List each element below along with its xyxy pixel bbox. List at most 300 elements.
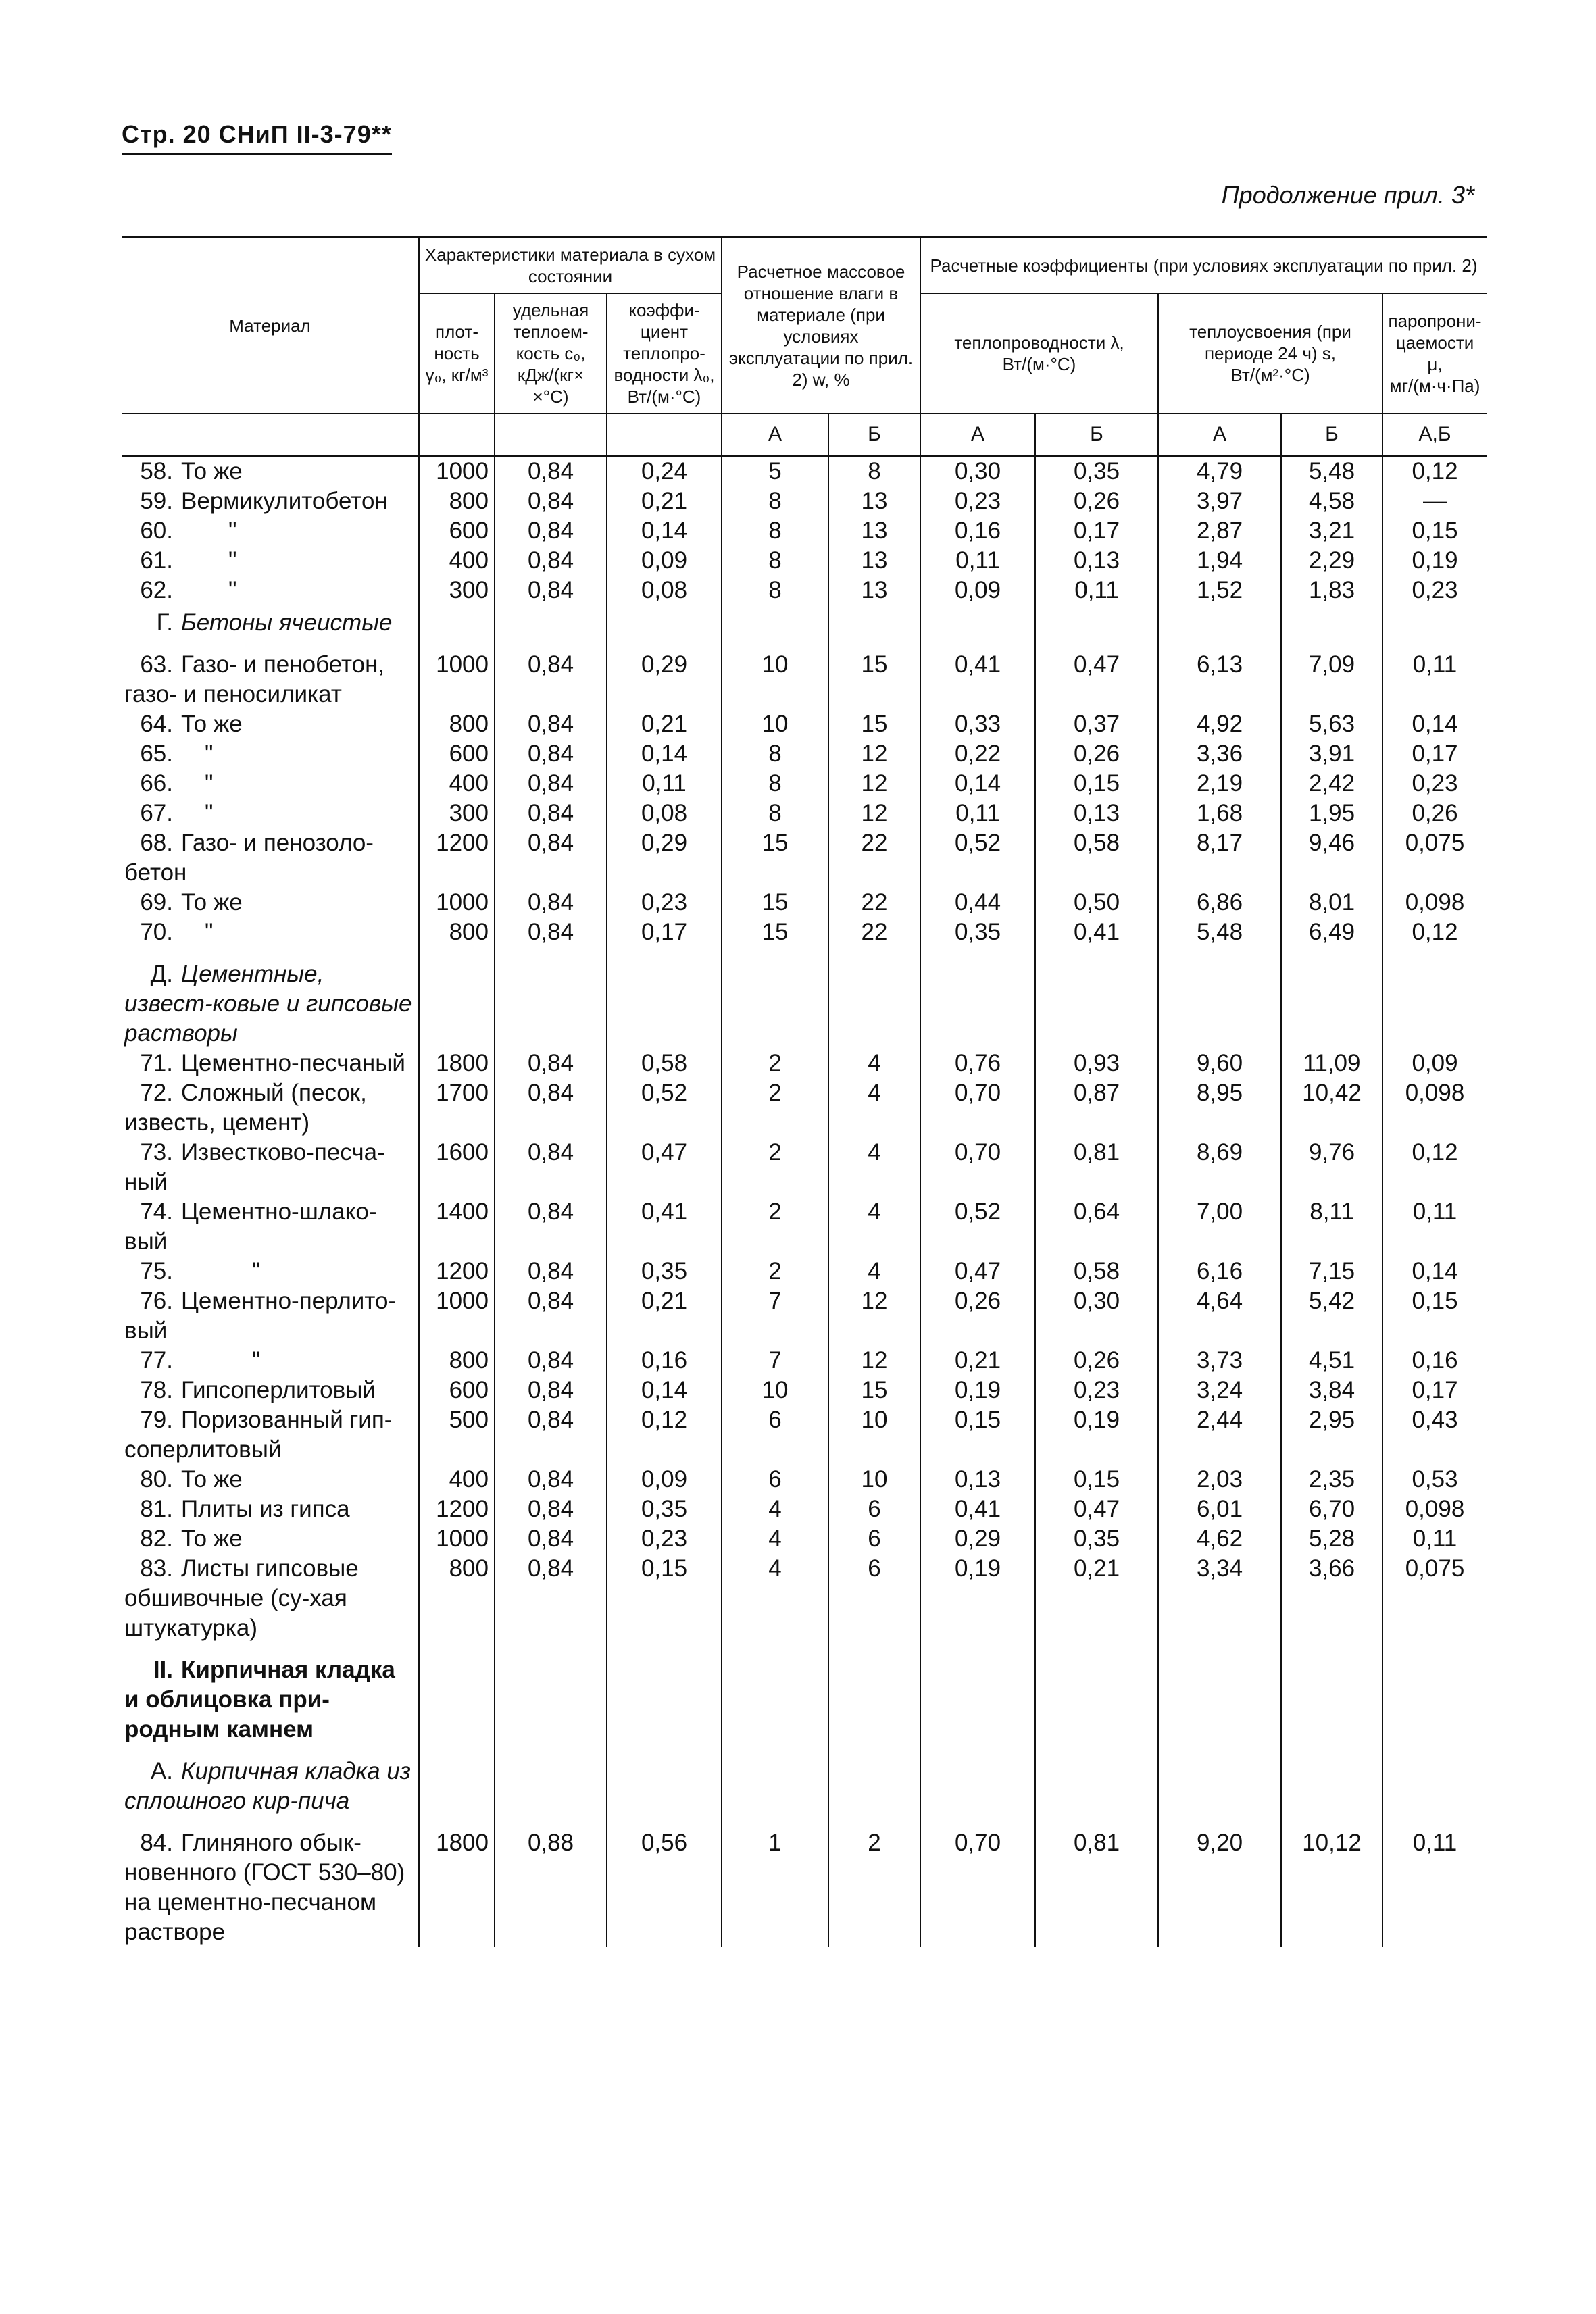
heat-capacity-cell: 0,84 xyxy=(495,456,607,487)
conductivity-b-cell: 0,26 xyxy=(1035,1346,1158,1376)
row-number: 71. xyxy=(140,1050,173,1076)
absorption-b-cell: 8,11 xyxy=(1281,1197,1382,1257)
moisture-a-cell: 10 xyxy=(722,709,828,739)
conductivity-b-cell: 0,17 xyxy=(1035,516,1158,546)
conductivity-dry-cell xyxy=(607,605,722,638)
conductivity-b-cell: 0,64 xyxy=(1035,1197,1158,1257)
conductivity-a-cell: 0,76 xyxy=(920,1049,1035,1078)
absorption-b-cell: 3,91 xyxy=(1281,739,1382,769)
material-cell xyxy=(122,1465,419,1494)
density-cell: 1600 xyxy=(419,1138,495,1197)
table-row xyxy=(122,1138,1487,1197)
row-number: 79. xyxy=(140,1407,173,1433)
conductivity-b-cell: 0,35 xyxy=(1035,456,1158,487)
material-cell xyxy=(122,1744,419,1816)
row-number: 84. xyxy=(140,1830,173,1856)
conductivity-dry-cell: 0,14 xyxy=(607,739,722,769)
conductivity-b-cell xyxy=(1035,1744,1158,1816)
moisture-b-cell: 4 xyxy=(828,1197,920,1257)
conductivity-dry-cell: 0,21 xyxy=(607,1286,722,1346)
table-row xyxy=(122,1465,1487,1494)
material-name: Поризованный гип-соперлитовый xyxy=(124,1407,393,1463)
moisture-b-cell xyxy=(828,947,920,1049)
row-number: 58. xyxy=(140,458,173,484)
absorption-b-cell: 10,12 xyxy=(1281,1816,1382,1947)
header-moisture-a: А xyxy=(722,413,828,456)
table-row xyxy=(122,1286,1487,1346)
section-row xyxy=(122,947,1487,1049)
conductivity-a-cell: 0,30 xyxy=(920,456,1035,487)
header-blank xyxy=(607,413,722,456)
conductivity-dry-cell: 0,35 xyxy=(607,1257,722,1286)
material-name: Цементно-шлако-вый xyxy=(124,1199,377,1255)
material-name: То же xyxy=(181,889,243,915)
absorption-a-cell: 3,34 xyxy=(1158,1554,1281,1643)
conductivity-a-cell: 0,70 xyxy=(920,1078,1035,1138)
vapour-cell: 0,075 xyxy=(1382,1554,1487,1643)
conductivity-a-cell: 0,22 xyxy=(920,739,1035,769)
vapour-cell: 0,15 xyxy=(1382,1286,1487,1346)
heat-capacity-cell: 0,84 xyxy=(495,1554,607,1643)
row-number: 69. xyxy=(140,889,173,915)
absorption-a-cell: 4,79 xyxy=(1158,456,1281,487)
moisture-a-cell: 8 xyxy=(722,799,828,828)
table-row xyxy=(122,917,1487,947)
material-name: Кирпичная кладка и облицовка при-родным камнем xyxy=(124,1657,395,1742)
absorption-b-cell: 4,51 xyxy=(1281,1346,1382,1376)
absorption-b-cell: 5,63 xyxy=(1281,709,1382,739)
material-name: Цементные, извест-ковые и гипсовые растворы xyxy=(124,961,412,1047)
vapour-cell: 0,11 xyxy=(1382,1524,1487,1554)
density-cell: 600 xyxy=(419,516,495,546)
density-cell: 800 xyxy=(419,917,495,947)
table-row xyxy=(122,486,1487,516)
conductivity-dry-cell: 0,17 xyxy=(607,917,722,947)
section-row xyxy=(122,605,1487,638)
table-row xyxy=(122,769,1487,799)
heat-capacity-cell: 0,84 xyxy=(495,709,607,739)
table-row xyxy=(122,1554,1487,1643)
density-cell: 400 xyxy=(419,769,495,799)
vapour-cell: 0,43 xyxy=(1382,1405,1487,1465)
conductivity-b-cell: 0,13 xyxy=(1035,799,1158,828)
vapour-cell: 0,17 xyxy=(1382,1376,1487,1405)
moisture-b-cell: 6 xyxy=(828,1524,920,1554)
heat-capacity-cell: 0,84 xyxy=(495,739,607,769)
row-number: 78. xyxy=(140,1377,173,1403)
conductivity-b-cell: 0,81 xyxy=(1035,1138,1158,1197)
conductivity-dry-cell: 0,35 xyxy=(607,1494,722,1524)
heat-capacity-cell: 0,84 xyxy=(495,1405,607,1465)
heat-capacity-cell: 0,88 xyxy=(495,1816,607,1947)
conductivity-a-cell xyxy=(920,605,1035,638)
material-cell xyxy=(122,1524,419,1554)
material-name: Листы гипсовые обшивочные (су-хая штукатурка) xyxy=(124,1555,359,1641)
absorption-a-cell: 8,17 xyxy=(1158,828,1281,888)
conductivity-dry-cell: 0,12 xyxy=(607,1405,722,1465)
absorption-a-cell: 9,60 xyxy=(1158,1049,1281,1078)
moisture-a-cell: 2 xyxy=(722,1138,828,1197)
absorption-b-cell: 8,01 xyxy=(1281,888,1382,917)
header-conductivity-b: Б xyxy=(1035,413,1158,456)
conductivity-dry-cell: 0,58 xyxy=(607,1049,722,1078)
moisture-b-cell: 13 xyxy=(828,546,920,576)
material-cell xyxy=(122,1286,419,1346)
absorption-a-cell: 1,94 xyxy=(1158,546,1281,576)
conductivity-b-cell: 0,81 xyxy=(1035,1816,1158,1947)
conductivity-a-cell: 0,26 xyxy=(920,1286,1035,1346)
moisture-b-cell: 4 xyxy=(828,1078,920,1138)
absorption-a-cell: 1,68 xyxy=(1158,799,1281,828)
density-cell: 1800 xyxy=(419,1816,495,1947)
heat-capacity-cell: 0,84 xyxy=(495,1524,607,1554)
conductivity-dry-cell: 0,21 xyxy=(607,486,722,516)
heat-capacity-cell: 0,84 xyxy=(495,1376,607,1405)
heat-capacity-cell: 0,84 xyxy=(495,1494,607,1524)
conductivity-b-cell: 0,30 xyxy=(1035,1286,1158,1346)
material-cell xyxy=(122,1346,419,1376)
absorption-b-cell: 2,35 xyxy=(1281,1465,1382,1494)
moisture-a-cell: 8 xyxy=(722,486,828,516)
conductivity-dry-cell: 0,11 xyxy=(607,769,722,799)
row-number: 64. xyxy=(140,711,173,737)
material-cell xyxy=(122,605,419,638)
table-row xyxy=(122,1049,1487,1078)
conductivity-b-cell: 0,41 xyxy=(1035,917,1158,947)
density-cell xyxy=(419,947,495,1049)
conductivity-a-cell: 0,44 xyxy=(920,888,1035,917)
moisture-b-cell: 10 xyxy=(828,1405,920,1465)
moisture-a-cell: 7 xyxy=(722,1286,828,1346)
row-number: 65. xyxy=(140,740,173,767)
material-cell xyxy=(122,1078,419,1138)
density-cell: 1000 xyxy=(419,1286,495,1346)
table-row xyxy=(122,709,1487,739)
absorption-b-cell xyxy=(1281,1643,1382,1744)
material-name: " xyxy=(181,518,237,544)
absorption-b-cell: 6,49 xyxy=(1281,917,1382,947)
vapour-cell: 0,53 xyxy=(1382,1465,1487,1494)
continuation-caption: Продолжение прил. 3* xyxy=(1221,181,1474,209)
conductivity-b-cell: 0,26 xyxy=(1035,486,1158,516)
vapour-cell: 0,12 xyxy=(1382,917,1487,947)
table-header xyxy=(122,238,1487,456)
heat-capacity-cell: 0,84 xyxy=(495,638,607,709)
conductivity-dry-cell: 0,14 xyxy=(607,516,722,546)
density-cell xyxy=(419,1643,495,1744)
density-cell: 1200 xyxy=(419,828,495,888)
moisture-b-cell: 6 xyxy=(828,1554,920,1643)
moisture-a-cell: 1 xyxy=(722,1816,828,1947)
absorption-a-cell: 4,64 xyxy=(1158,1286,1281,1346)
heat-capacity-cell: 0,84 xyxy=(495,486,607,516)
conductivity-a-cell: 0,70 xyxy=(920,1816,1035,1947)
conductivity-b-cell xyxy=(1035,1643,1158,1744)
material-name: " xyxy=(181,919,214,945)
material-cell xyxy=(122,1494,419,1524)
conductivity-a-cell: 0,16 xyxy=(920,516,1035,546)
conductivity-dry-cell: 0,24 xyxy=(607,456,722,487)
table-row xyxy=(122,739,1487,769)
moisture-a-cell: 10 xyxy=(722,1376,828,1405)
heat-capacity-cell: 0,84 xyxy=(495,1286,607,1346)
absorption-b-cell: 7,09 xyxy=(1281,638,1382,709)
header-blank xyxy=(419,413,495,456)
conductivity-a-cell: 0,52 xyxy=(920,1197,1035,1257)
header-moisture-b: Б xyxy=(828,413,920,456)
material-name: Сложный (песок, известь, цемент) xyxy=(124,1080,367,1136)
heat-capacity-cell: 0,84 xyxy=(495,917,607,947)
heat-capacity-cell: 0,84 xyxy=(495,1078,607,1138)
density-cell: 1000 xyxy=(419,1524,495,1554)
row-number: 68. xyxy=(140,830,173,856)
conductivity-a-cell: 0,41 xyxy=(920,638,1035,709)
moisture-a-cell: 7 xyxy=(722,1346,828,1376)
row-number: Г. xyxy=(156,609,173,636)
material-name: Цементно-песчаный xyxy=(181,1050,405,1076)
conductivity-a-cell: 0,29 xyxy=(920,1524,1035,1554)
absorption-a-cell: 3,73 xyxy=(1158,1346,1281,1376)
density-cell: 1000 xyxy=(419,638,495,709)
material-cell xyxy=(122,546,419,576)
heat-capacity-cell: 0,84 xyxy=(495,1138,607,1197)
material-cell xyxy=(122,769,419,799)
absorption-a-cell: 7,00 xyxy=(1158,1197,1281,1257)
row-number: 80. xyxy=(140,1466,173,1492)
absorption-b-cell: 11,09 xyxy=(1281,1049,1382,1078)
conductivity-a-cell: 0,19 xyxy=(920,1376,1035,1405)
density-cell: 800 xyxy=(419,486,495,516)
table-row xyxy=(122,1346,1487,1376)
moisture-b-cell: 13 xyxy=(828,486,920,516)
table-row xyxy=(122,1494,1487,1524)
material-name: Цементно-перлито-вый xyxy=(124,1288,397,1344)
absorption-a-cell: 6,01 xyxy=(1158,1494,1281,1524)
conductivity-a-cell: 0,70 xyxy=(920,1138,1035,1197)
absorption-b-cell: 3,21 xyxy=(1281,516,1382,546)
material-name: " xyxy=(181,740,214,767)
material-name: Газо- и пенобетон, газо- и пеносиликат xyxy=(124,651,385,707)
moisture-a-cell: 8 xyxy=(722,769,828,799)
material-name: " xyxy=(181,800,214,826)
material-cell xyxy=(122,917,419,947)
moisture-a-cell: 2 xyxy=(722,1049,828,1078)
moisture-b-cell: 8 xyxy=(828,456,920,487)
density-cell: 600 xyxy=(419,739,495,769)
row-number: II. xyxy=(153,1657,173,1683)
material-cell xyxy=(122,1405,419,1465)
material-cell xyxy=(122,1138,419,1197)
row-number: 61. xyxy=(140,547,173,574)
row-number: 66. xyxy=(140,770,173,797)
conductivity-a-cell: 0,19 xyxy=(920,1554,1035,1643)
header-coeffs-group: Расчетные коэффициенты (при условиях эксплуатации по прил. 2) xyxy=(920,238,1487,294)
conductivity-b-cell: 0,15 xyxy=(1035,769,1158,799)
conductivity-b-cell: 0,19 xyxy=(1035,1405,1158,1465)
vapour-cell: 0,09 xyxy=(1382,1049,1487,1078)
heat-capacity-cell: 0,84 xyxy=(495,1197,607,1257)
moisture-a-cell: 2 xyxy=(722,1197,828,1257)
absorption-b-cell: 7,15 xyxy=(1281,1257,1382,1286)
moisture-b-cell: 12 xyxy=(828,799,920,828)
moisture-b-cell xyxy=(828,605,920,638)
vapour-cell: 0,098 xyxy=(1382,888,1487,917)
moisture-a-cell: 15 xyxy=(722,917,828,947)
material-name: " xyxy=(181,577,237,603)
row-number: 60. xyxy=(140,518,173,544)
absorption-a-cell: 5,48 xyxy=(1158,917,1281,947)
heat-capacity-cell xyxy=(495,1643,607,1744)
material-name: " xyxy=(181,547,237,574)
conductivity-dry-cell: 0,15 xyxy=(607,1554,722,1643)
row-number: 72. xyxy=(140,1080,173,1106)
conductivity-b-cell: 0,58 xyxy=(1035,1257,1158,1286)
moisture-a-cell xyxy=(722,605,828,638)
header-blank xyxy=(122,413,419,456)
vapour-cell: — xyxy=(1382,486,1487,516)
row-number: 59. xyxy=(140,488,173,514)
absorption-a-cell: 3,36 xyxy=(1158,739,1281,769)
vapour-cell: 0,23 xyxy=(1382,769,1487,799)
header-dry-group: Характеристики материала в сухом состоянии xyxy=(419,238,722,294)
vapour-cell: 0,23 xyxy=(1382,576,1487,605)
vapour-cell xyxy=(1382,1744,1487,1816)
absorption-a-cell: 4,62 xyxy=(1158,1524,1281,1554)
conductivity-a-cell: 0,47 xyxy=(920,1257,1035,1286)
moisture-a-cell: 10 xyxy=(722,638,828,709)
material-name: Плиты из гипса xyxy=(181,1496,350,1522)
vapour-cell: 0,11 xyxy=(1382,638,1487,709)
heat-capacity-cell: 0,84 xyxy=(495,1465,607,1494)
vapour-cell: 0,11 xyxy=(1382,1197,1487,1257)
conductivity-b-cell xyxy=(1035,947,1158,1049)
material-cell xyxy=(122,638,419,709)
conductivity-b-cell: 0,21 xyxy=(1035,1554,1158,1643)
absorption-a-cell: 1,52 xyxy=(1158,576,1281,605)
table-row xyxy=(122,456,1487,487)
material-cell xyxy=(122,888,419,917)
conductivity-dry-cell: 0,56 xyxy=(607,1816,722,1947)
moisture-a-cell: 4 xyxy=(722,1554,828,1643)
vapour-cell: 0,15 xyxy=(1382,516,1487,546)
conductivity-dry-cell: 0,16 xyxy=(607,1346,722,1376)
heat-capacity-cell: 0,84 xyxy=(495,576,607,605)
absorption-a-cell: 8,95 xyxy=(1158,1078,1281,1138)
conductivity-dry-cell: 0,52 xyxy=(607,1078,722,1138)
row-number: 74. xyxy=(140,1199,173,1225)
material-cell xyxy=(122,486,419,516)
moisture-a-cell: 8 xyxy=(722,739,828,769)
conductivity-dry-cell: 0,08 xyxy=(607,799,722,828)
material-name: То же xyxy=(181,1526,243,1552)
conductivity-dry-cell: 0,23 xyxy=(607,888,722,917)
conductivity-dry-cell: 0,23 xyxy=(607,1524,722,1554)
moisture-a-cell: 2 xyxy=(722,1078,828,1138)
absorption-b-cell: 1,83 xyxy=(1281,576,1382,605)
material-name: Вермикулитобетон xyxy=(181,488,388,514)
moisture-b-cell: 12 xyxy=(828,1346,920,1376)
heat-capacity-cell: 0,84 xyxy=(495,546,607,576)
absorption-b-cell: 6,70 xyxy=(1281,1494,1382,1524)
absorption-b-cell: 5,48 xyxy=(1281,456,1382,487)
table-row xyxy=(122,1257,1487,1286)
header-conductivity: теплопроводности λ, Вт/(м·°С) xyxy=(920,293,1158,413)
material-cell xyxy=(122,1257,419,1286)
header-vapour-ab: А,Б xyxy=(1382,413,1487,456)
table-row xyxy=(122,576,1487,605)
moisture-b-cell: 13 xyxy=(828,516,920,546)
table-row xyxy=(122,888,1487,917)
conductivity-b-cell: 0,47 xyxy=(1035,1494,1158,1524)
density-cell: 600 xyxy=(419,1376,495,1405)
table-row xyxy=(122,828,1487,888)
vapour-cell: 0,14 xyxy=(1382,709,1487,739)
moisture-b-cell: 15 xyxy=(828,709,920,739)
conductivity-dry-cell: 0,47 xyxy=(607,1138,722,1197)
moisture-b-cell: 15 xyxy=(828,1376,920,1405)
moisture-a-cell: 6 xyxy=(722,1405,828,1465)
vapour-cell: 0,16 xyxy=(1382,1346,1487,1376)
conductivity-b-cell: 0,15 xyxy=(1035,1465,1158,1494)
conductivity-a-cell: 0,11 xyxy=(920,799,1035,828)
conductivity-a-cell: 0,23 xyxy=(920,486,1035,516)
density-cell xyxy=(419,605,495,638)
absorption-b-cell: 9,46 xyxy=(1281,828,1382,888)
absorption-b-cell: 3,84 xyxy=(1281,1376,1382,1405)
conductivity-dry-cell xyxy=(607,1744,722,1816)
conductivity-a-cell: 0,35 xyxy=(920,917,1035,947)
absorption-a-cell: 6,86 xyxy=(1158,888,1281,917)
absorption-b-cell xyxy=(1281,1744,1382,1816)
table-row xyxy=(122,799,1487,828)
table-row xyxy=(122,1376,1487,1405)
vapour-cell xyxy=(1382,947,1487,1049)
absorption-b-cell: 9,76 xyxy=(1281,1138,1382,1197)
moisture-b-cell: 13 xyxy=(828,576,920,605)
materials-table xyxy=(122,236,1487,1947)
header-density: плот-ность γ₀, кг/м³ xyxy=(419,293,495,413)
vapour-cell xyxy=(1382,1643,1487,1744)
conductivity-dry-cell: 0,29 xyxy=(607,828,722,888)
density-cell: 500 xyxy=(419,1405,495,1465)
conductivity-b-cell: 0,47 xyxy=(1035,638,1158,709)
vapour-cell: 0,098 xyxy=(1382,1494,1487,1524)
absorption-a-cell: 3,97 xyxy=(1158,486,1281,516)
moisture-a-cell xyxy=(722,1643,828,1744)
heat-capacity-cell: 0,84 xyxy=(495,769,607,799)
table-row xyxy=(122,1197,1487,1257)
row-number: 73. xyxy=(140,1139,173,1165)
absorption-a-cell: 6,16 xyxy=(1158,1257,1281,1286)
absorption-a-cell xyxy=(1158,1643,1281,1744)
conductivity-b-cell: 0,87 xyxy=(1035,1078,1158,1138)
moisture-a-cell: 8 xyxy=(722,516,828,546)
table-row xyxy=(122,1524,1487,1554)
absorption-b-cell: 4,58 xyxy=(1281,486,1382,516)
row-number: Д. xyxy=(150,961,173,987)
moisture-b-cell: 2 xyxy=(828,1816,920,1947)
moisture-b-cell: 22 xyxy=(828,917,920,947)
conductivity-a-cell: 0,41 xyxy=(920,1494,1035,1524)
row-number: 67. xyxy=(140,800,173,826)
density-cell: 1400 xyxy=(419,1197,495,1257)
absorption-a-cell xyxy=(1158,605,1281,638)
heat-capacity-cell xyxy=(495,605,607,638)
conductivity-a-cell: 0,09 xyxy=(920,576,1035,605)
moisture-a-cell: 4 xyxy=(722,1494,828,1524)
vapour-cell: 0,098 xyxy=(1382,1078,1487,1138)
table-row xyxy=(122,546,1487,576)
